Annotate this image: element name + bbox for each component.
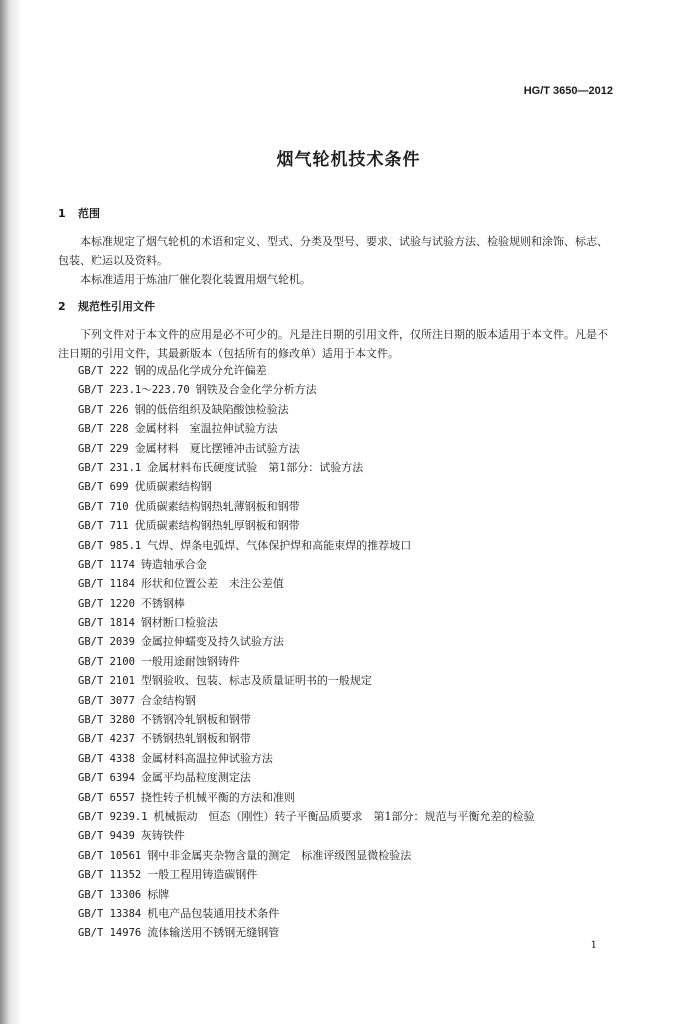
reference-title: 不锈钢热轧钢板和钢带 [140,732,251,746]
reference-item [78,691,535,710]
reference-code: GB/T 9439 [78,830,135,843]
reference-title: 挠性转子机械平衡的方法和准则 [140,790,295,804]
reference-code: GB/T 223.1～223.70 [78,384,190,397]
reference-title: 钢的成品化学成分允许偏差 [134,364,267,377]
reference-item [78,632,535,651]
reference-item [78,516,535,535]
reference-code: GB/T 3280 [78,714,135,727]
reference-title: 优质碳素结构钢 [134,480,212,494]
section-number: 2 [58,300,66,313]
reference-title: 金属材料 夏比摆锤冲击试验方法 [134,441,300,455]
reference-code: GB/T 710 [78,500,129,513]
reference-code: GB/T 6557 [78,791,135,804]
reference-title: 合金结构钢 [140,693,196,707]
reference-title: 气焊、焊条电弧焊、气体保护焊和高能束焊的推荐坡口 [147,538,412,552]
reference-item [78,497,535,516]
reference-title: 钢的低倍组织及缺陷酸蚀检验法 [134,402,289,416]
section-title: 规范性引用文件 [78,300,155,313]
reference-item [78,923,535,942]
section-2-paragraph-1: 下列文件对于本文件的应用是必不可少的。凡是注日期的引用文件，仅所注日期的版本适用于本文件。凡是不注日期的引用文件，其最新版本（包括所有的修改单）适用于本文件。 [58,328,608,360]
reference-code: GB/T 228 [78,423,129,436]
reference-title: 形状和位置公差 未注公差值 [140,577,284,591]
reference-title: 金属材料 室温拉伸试验方法 [134,422,278,436]
reference-title: 标牌 [147,887,170,901]
reference-title: 钢铁及合金化学分析方法 [195,383,317,397]
reference-code: GB/T 10561 [78,849,142,862]
reference-title: 钢材断口检验法 [140,616,218,630]
reference-code: GB/T 13384 [78,907,142,920]
section-1-paragraph-1: 本标准规定了烟气轮机的术语和定义、型式、分类及型号、要求、试验与试验方法、检验规则和涂饰、标志、包装、贮运以及资料。 [58,235,608,267]
reference-item [78,768,535,787]
section-2-heading [58,298,155,314]
reference-code: GB/T 11352 [78,869,142,882]
reference-title: 一般工程用铸造碳钢件 [147,868,258,882]
reference-item [78,846,535,865]
reference-code: GB/T 1220 [78,597,135,610]
reference-item [78,594,535,613]
reference-code: GB/T 2101 [78,675,135,688]
section-1-heading [58,205,100,221]
reference-code: GB/T 1184 [78,578,135,591]
reference-item [78,419,535,438]
reference-item [78,361,535,380]
reference-title: 金属拉伸蠕变及持久试验方法 [140,635,284,649]
reference-title: 灰铸铁件 [140,829,185,843]
reference-title: 机械振动 恒态（刚性）转子平衡品质要求 第1部分：规范与平衡允差的检验 [153,809,535,823]
reference-item [78,710,535,729]
reference-item [78,749,535,768]
reference-item [78,555,535,574]
reference-title: 金属材料高温拉伸试验方法 [140,751,273,765]
reference-item [78,536,535,555]
reference-item [78,477,535,496]
reference-title: 一般用途耐蚀钢铸件 [140,654,240,668]
reference-code: GB/T 1174 [78,558,135,571]
reference-item [78,574,535,593]
section-1-paragraph-2: 本标准适用于炼油厂催化裂化装置用烟气轮机。 [80,273,311,286]
reference-code: GB/T 9239.1 [78,810,148,823]
reference-title: 机电产品包装通用技术条件 [147,906,280,920]
reference-item [78,380,535,399]
reference-item [78,807,535,826]
reference-item [78,885,535,904]
reference-item [78,729,535,748]
reference-code: GB/T 222 [78,365,129,377]
reference-code: GB/T 4237 [78,733,135,746]
reference-code: GB/T 229 [78,442,129,455]
reference-item [78,826,535,845]
reference-code: GB/T 231.1 [78,461,142,474]
reference-code: GB/T 13306 [78,888,142,901]
reference-item [78,613,535,632]
reference-code: GB/T 699 [78,481,129,494]
reference-title: 不锈钢棒 [140,596,185,610]
reference-item [78,788,535,807]
section-title: 范围 [78,207,100,220]
document-title: 烟气轮机技术条件 [276,150,421,170]
reference-title: 金属材料布氏硬度试验 第1部分：试验方法 [147,460,364,474]
reference-title: 优质碳素结构钢热轧薄钢板和钢带 [134,499,300,513]
reference-code: GB/T 3077 [78,694,135,707]
page-number: 1 [590,940,597,951]
reference-title: 钢中非金属夹杂物含量的测定 标准评级图显微检验法 [147,848,412,862]
reference-item [78,400,535,419]
reference-title: 不锈钢冷轧钢板和钢带 [140,713,251,727]
reference-title: 型钢验收、包装、标志及质量证明书的一般规定 [140,674,372,688]
reference-code: GB/T 711 [78,520,129,533]
standard-code: HG/T 3650—2012 [523,85,613,97]
reference-title: 铸造轴承合金 [140,557,207,571]
reference-code: GB/T 985.1 [78,539,142,552]
reference-title: 优质碳素结构钢热轧厚钢板和钢带 [134,519,300,533]
reference-item [78,652,535,671]
reference-code: GB/T 6394 [78,772,135,785]
reference-title: 流体输送用不锈钢无缝钢管 [147,926,280,940]
reference-code: GB/T 226 [78,403,129,416]
reference-item [78,671,535,690]
section-number: 1 [58,207,66,220]
reference-title: 金属平均晶粒度测定法 [140,771,251,785]
reference-item [78,865,535,884]
reference-code: GB/T 2039 [78,636,135,649]
reference-item [78,458,535,477]
reference-code: GB/T 4338 [78,752,135,765]
reference-code: GB/T 14976 [78,927,142,940]
reference-code: GB/T 1814 [78,617,135,630]
reference-code: GB/T 2100 [78,655,135,668]
reference-item [78,439,535,458]
normative-reference-list [78,361,535,943]
reference-item [78,904,535,923]
